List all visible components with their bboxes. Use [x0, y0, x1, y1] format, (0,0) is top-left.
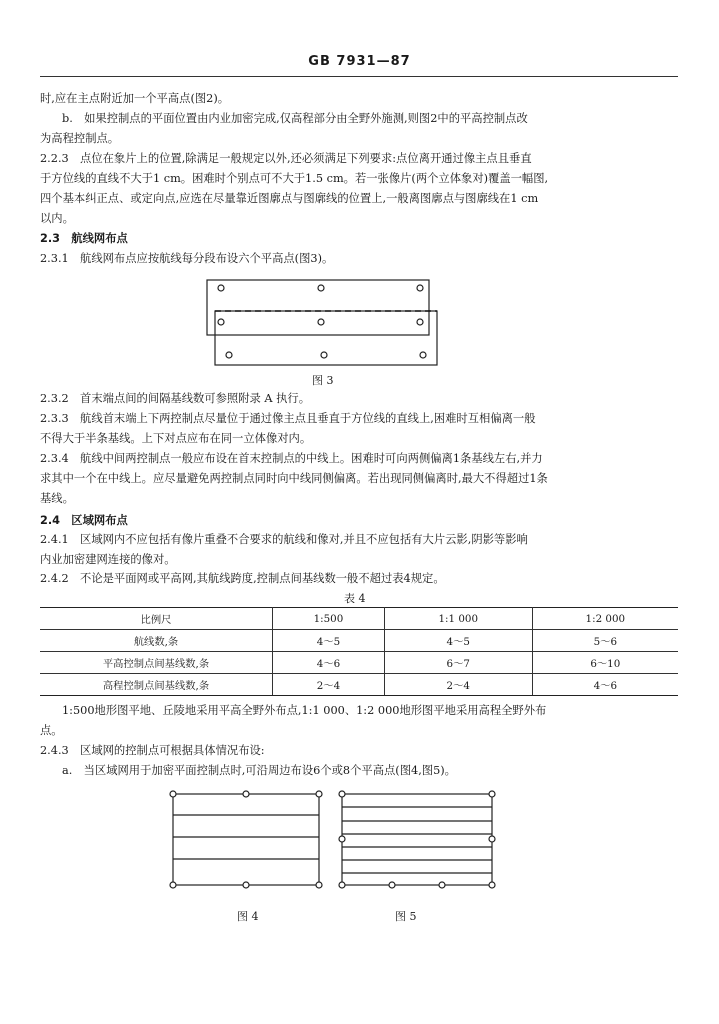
- table-row: [40, 630, 678, 652]
- paragraph-line: b. 如果控制点的平面位置由内业加密完成,仅高程部分由全野外施测,则图2中的平高控制点改: [62, 112, 528, 125]
- paragraph-line: 点。: [40, 724, 63, 737]
- paragraph-line: 2.3.2 首末端点间的间隔基线数可参照附录 A 执行。: [40, 392, 311, 405]
- table-cell: 4～5: [273, 630, 385, 652]
- table-header-cell: 1:2 000: [532, 608, 678, 630]
- standard-code-header: GB 7931—87: [308, 54, 411, 69]
- table-4-caption: 表 4: [344, 592, 366, 605]
- paragraph-line: 内业加密建网连接的像对。: [40, 553, 176, 566]
- paragraph-line: 于方位线的直线不大于1 cm。困难时个别点可不大于1.5 cm。若一张像片(两个立体象对)覆盖一幅图,: [40, 172, 549, 185]
- figure-3-caption: 图 3: [312, 374, 334, 387]
- table-cell: 4～5: [384, 630, 532, 652]
- table-row: [40, 674, 678, 696]
- header-rule: [40, 76, 678, 77]
- table-4: [40, 607, 678, 696]
- table-header-row: [40, 608, 678, 630]
- paragraph-line: a. 当区域网用于加密平面控制点时,可沿周边布设6个或8个平高点(图4,图5)。: [62, 764, 456, 777]
- table-cell: 4～6: [273, 652, 385, 674]
- figure-3-diagram: [200, 274, 444, 370]
- table-header-cell: 比例尺: [40, 608, 273, 630]
- paragraph-line: 2.2.3 点位在象片上的位置,除满足一般规定以外,还必须满足下列要求:点位离开通过像主点且垂直: [40, 152, 532, 165]
- paragraph-line: 2.4.1 区域网内不应包括有像片重叠不合要求的航线和像对,并且不应包括有大片云影,阴影等影响: [40, 533, 528, 546]
- table-cell: 高程控制点间基线数,条: [40, 674, 273, 696]
- paragraph-line: 1:500地形图平地、丘陵地采用平高全野外布点,1:1 000、1:2 000地形图平地采用高程全野外布: [62, 704, 547, 717]
- table-cell: 5～6: [532, 630, 678, 652]
- table-cell: 4～6: [532, 674, 678, 696]
- figure-5-caption: 图 5: [395, 910, 417, 923]
- table-cell: 平高控制点间基线数,条: [40, 652, 273, 674]
- paragraph-line: 四个基本纠正点、或定向点,应选在尽量靠近图廓点与图廓线的位置上,一般离图廓点与图廓线在1 cm: [40, 192, 539, 205]
- table-cell: 2～4: [273, 674, 385, 696]
- table-header-cell: 1:500: [273, 608, 385, 630]
- paragraph-line: 求其中一个在中线上。应尽量避免两控制点同时向中线同侧偏离。若出现同侧偏离时,最大不得超过1条: [40, 472, 548, 485]
- paragraph-line: 2.3.4 航线中间两控制点一般应布设在首末控制点的中线上。困难时可向两侧偏离1条基线左右,并力: [40, 452, 543, 465]
- paragraph-line: 基线。: [40, 492, 74, 505]
- table-cell: 6～7: [384, 652, 532, 674]
- paragraph-line: 2.3.3 航线首末端上下两控制点尽量位于通过像主点且垂直于方位线的直线上,困难时互相偏离一般: [40, 412, 536, 425]
- figure-4-caption: 图 4: [237, 910, 259, 923]
- paragraph-line: 为高程控制点。: [40, 132, 120, 145]
- figure-5-diagram: [334, 790, 500, 890]
- paragraph-line: 时,应在主点附近加一个平高点(图2)。: [40, 92, 230, 105]
- paragraph-line: 不得大于半条基线。上下对点应布在同一立体像对内。: [40, 432, 312, 445]
- table-cell: 2～4: [384, 674, 532, 696]
- table-header-cell: 1:1 000: [384, 608, 532, 630]
- section-heading: 2.3 航线网布点: [40, 232, 128, 245]
- paragraph-line: 以内。: [40, 212, 74, 225]
- paragraph-line: 2.4.3 区域网的控制点可根据具体情况布设:: [40, 744, 265, 757]
- table-cell: 6～10: [532, 652, 678, 674]
- table-cell: 航线数,条: [40, 630, 273, 652]
- figure-4-diagram: [166, 790, 326, 890]
- section-heading: 2.4 区域网布点: [40, 514, 128, 527]
- paragraph-line: 2.3.1 航线网布点应按航线每分段布设六个平高点(图3)。: [40, 252, 334, 265]
- table-row: [40, 652, 678, 674]
- paragraph-line: 2.4.2 不论是平面网或平高网,其航线跨度,控制点间基线数一般不超过表4规定。: [40, 572, 445, 585]
